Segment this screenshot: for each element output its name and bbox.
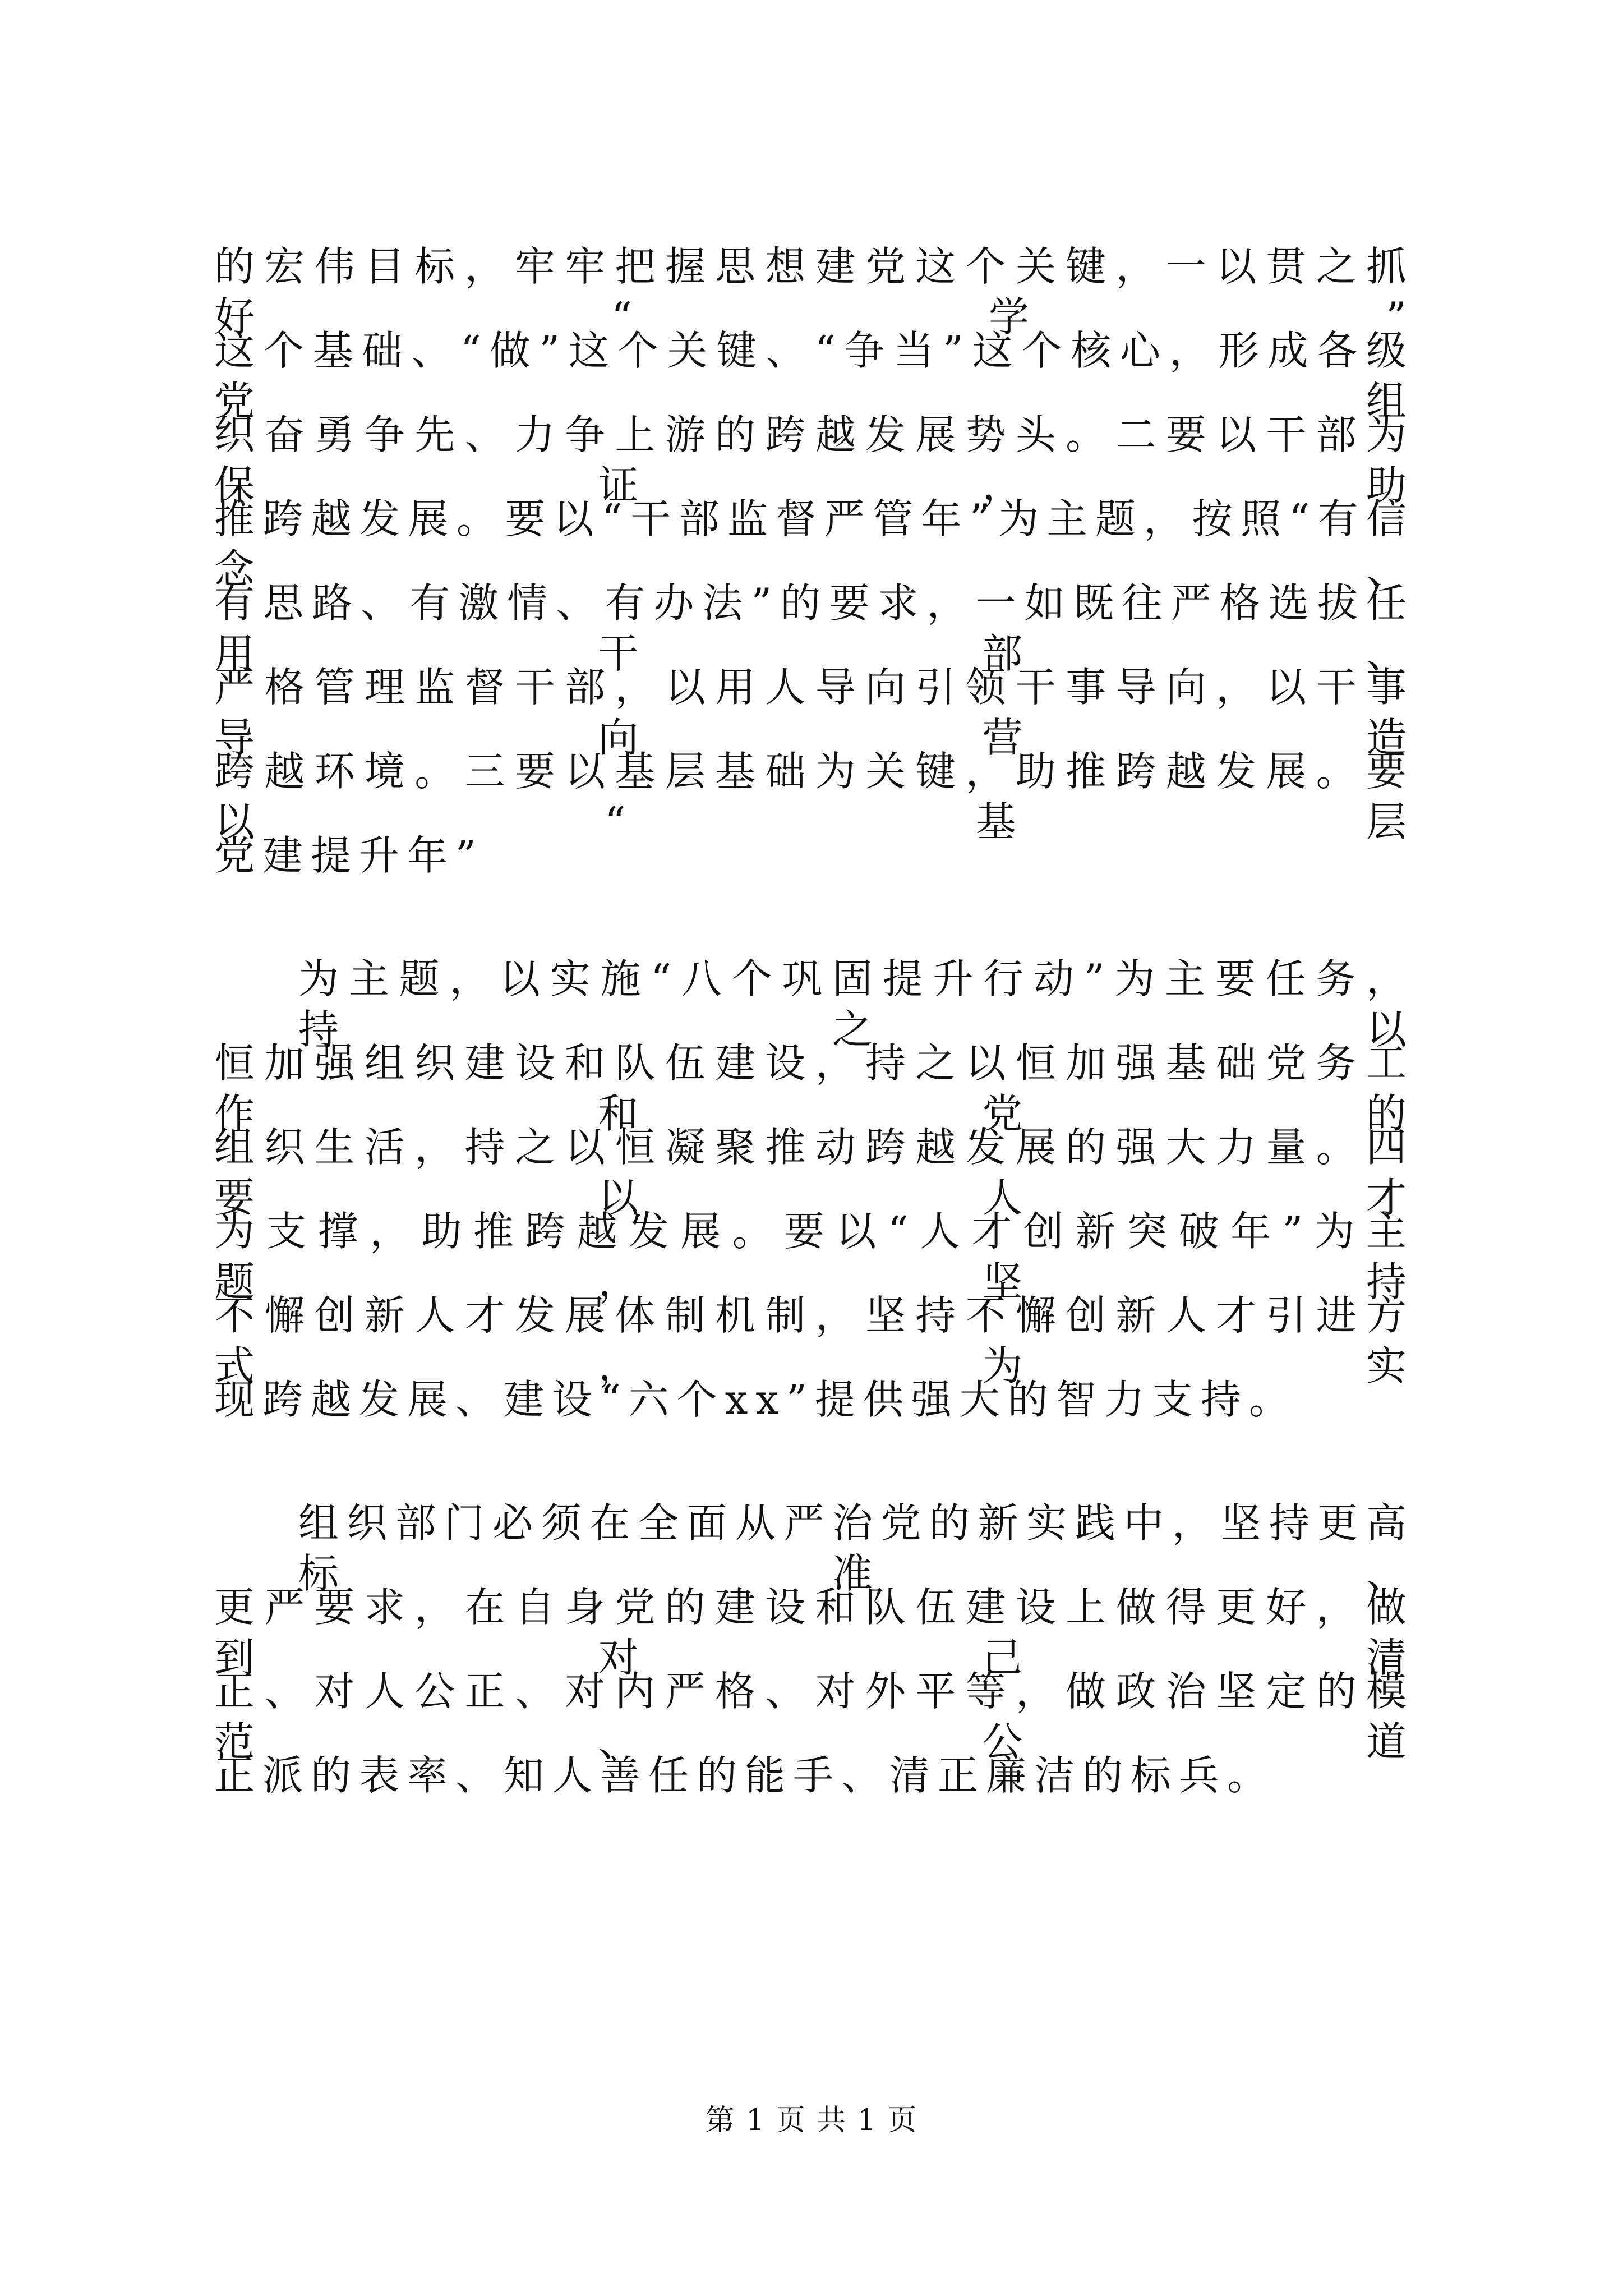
page-number-label: 第 1 页 共 1 页 — [705, 2104, 918, 2137]
paragraph-3-line-3: 正、对人公正、对内严格、对外平等，做政治坚定的模范、公道 — [214, 1668, 1414, 1765]
paragraph-1-line-3: 织奋勇争先、力争上游的跨越发展势头。二要以干部为保证，助 — [214, 411, 1414, 509]
paragraph-1-line-5: 有思路、有激情、有办法”的要求，一如既往严格选拔任用干部、 — [214, 579, 1414, 677]
paragraph-2-line-1: 为主题，以实施“八个巩固提升行动”为主要任务，持之以 — [298, 955, 1414, 1053]
paragraph-1-line-4: 推跨越发展。要以“干部监督严管年”为主题，按照“有信念、 — [214, 495, 1414, 593]
paragraph-3-line-4: 正派的表率、知人善任的能手、清正廉洁的标兵。 — [214, 1752, 1276, 1799]
page-footer — [0, 2101, 1623, 2140]
paragraph-2-line-2: 恒加强组织建设和队伍建设，持之以恒加强基础党务工作和党的 — [214, 1039, 1414, 1137]
paragraph-1-line-6: 严格管理监督干部，以用人导向引领干事导向，以干事导向营造 — [214, 664, 1414, 761]
paragraph-1-line-1: 的宏伟目标，牢牢把握思想建党这个关键，一以贯之抓好“学” — [214, 243, 1414, 341]
paragraph-2-line-3: 组织生活，持之以恒凝聚推动跨越发展的强大力量。四要以人才 — [214, 1124, 1414, 1221]
paragraph-2-line-4: 为支撑，助推跨越发展。要以“人才创新突破年”为主题，坚持 — [214, 1208, 1414, 1305]
paragraph-3-line-2: 更严要求，在自身党的建设和队伍建设上做得更好，做到对己清 — [214, 1584, 1414, 1681]
paragraph-3-line-1: 组织部门必须在全面从严治党的新实践中，坚持更高标准、 — [298, 1499, 1414, 1597]
paragraph-1-line-2: 这个基础、“做”这个关键、“争当”这个核心，形成各级党组 — [214, 327, 1414, 425]
paragraph-1-line-8: 党建提升年” — [214, 832, 484, 879]
paragraph-2-line-6: 现跨越发展、建设“六个xx”提供强大的智力支持。 — [214, 1376, 1297, 1423]
paragraph-2-line-5: 不懈创新人才发展体制机制，坚持不懈创新人才引进方式，为实 — [214, 1292, 1414, 1389]
paragraph-1-line-7: 跨越环境。三要以基层基础为关键，助推跨越发展。要以“基层 — [214, 748, 1414, 845]
